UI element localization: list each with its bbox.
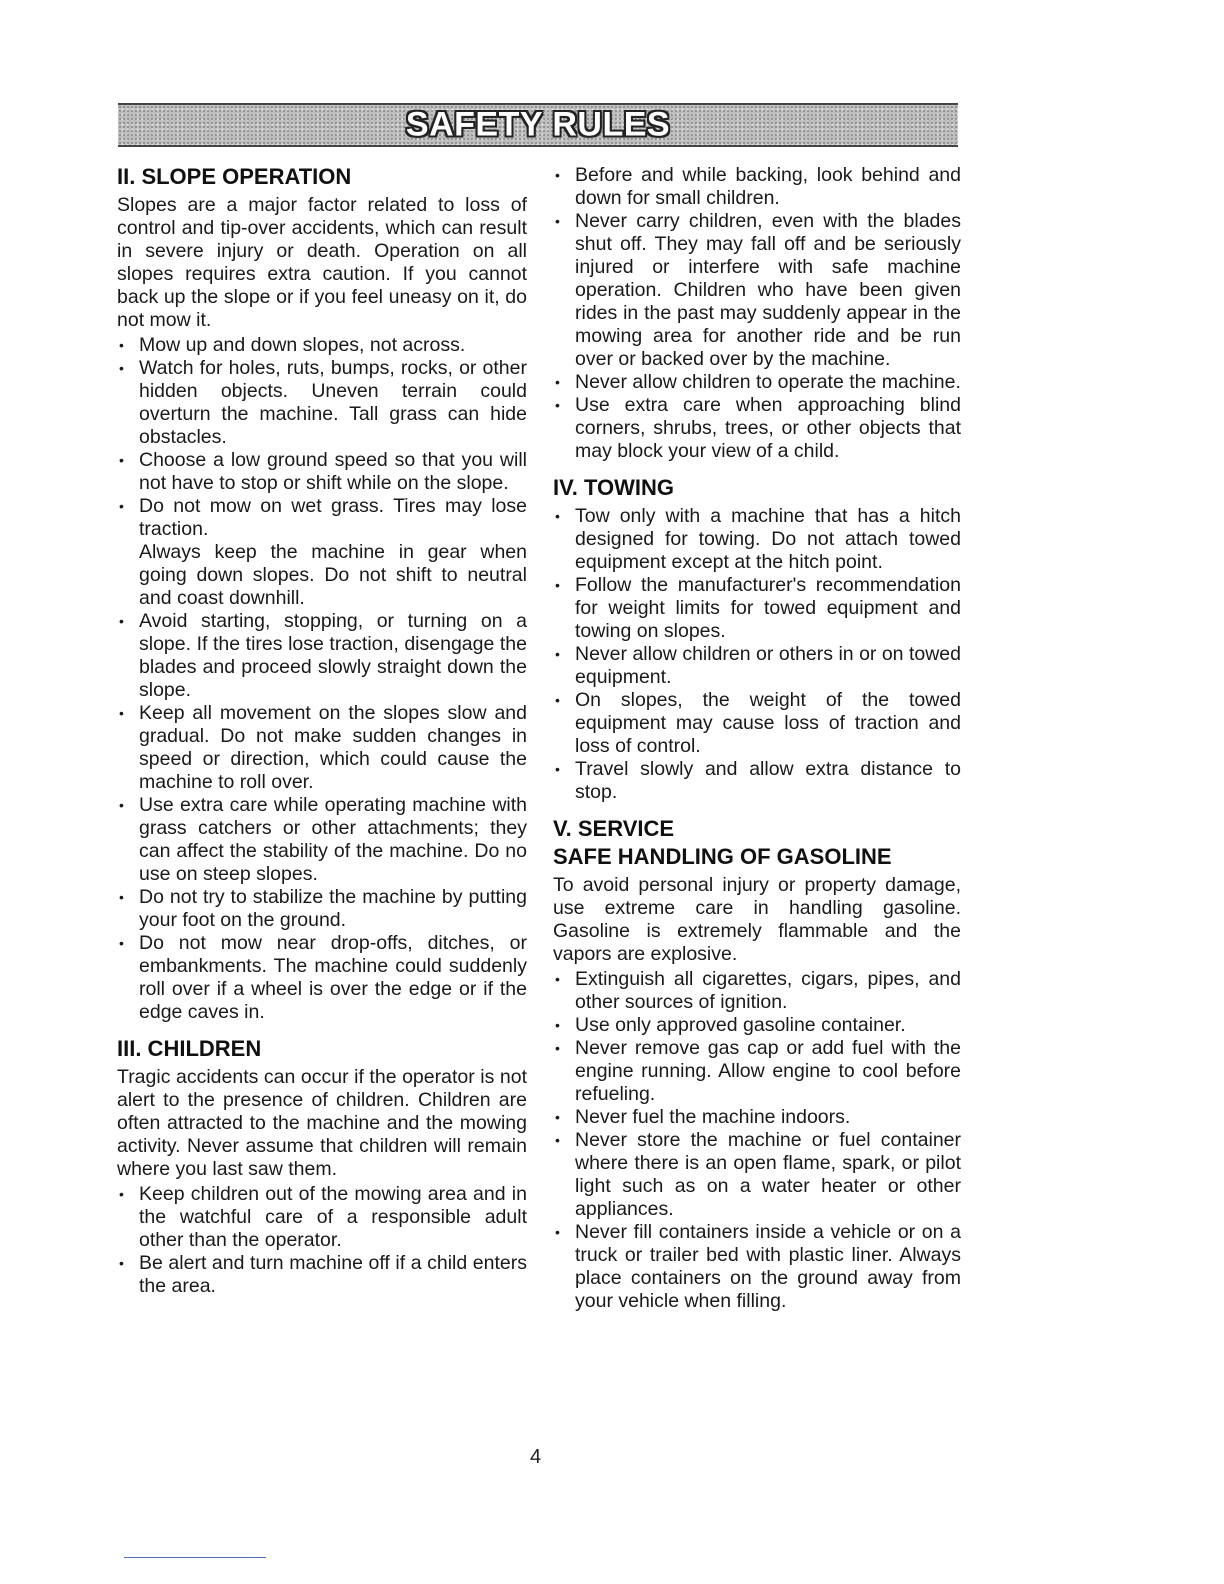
- slope-operation-intro: Slopes are a major factor related to loss of control and tip-over accidents, which can result in severe injury or death. Operation on all slopes requires extra caution. If you cannot back up the slope or if you feel uneasy on it, do not mow it.: [117, 194, 527, 331]
- list-item: • Do not mow on wet grass. Tires may lose traction.: [117, 495, 527, 541]
- list-item: • Choose a low ground speed so that you will not have to stop or shift while on the slope.: [117, 449, 527, 495]
- gasoline-list: [553, 968, 961, 1313]
- right-column: [553, 164, 961, 1313]
- list-item: • Never fuel the machine indoors.: [553, 1106, 961, 1129]
- list-item: • Tow only with a machine that has a hitch designed for towing. Do not attach towed equipment except at the hitch point.: [553, 505, 961, 574]
- children-continued-list: [553, 164, 961, 463]
- service-heading: V. SERVICE: [553, 816, 675, 841]
- list-item: • Mow up and down slopes, not across.: [117, 334, 527, 357]
- list-item: • On slopes, the weight of the towed equipment may cause loss of traction and loss of control.: [553, 689, 961, 758]
- slope-operation-section: [117, 164, 527, 1024]
- list-item: • Never allow children or others in or on towed equipment.: [553, 643, 961, 689]
- list-item: • Be alert and turn machine off if a child enters the area.: [117, 1252, 527, 1298]
- children-heading: III. CHILDREN: [117, 1036, 262, 1061]
- gasoline-handling-heading: SAFE HANDLING OF GASOLINE: [553, 844, 892, 869]
- list-item: • Never allow children to operate the machine.: [553, 371, 961, 394]
- list-item: • Keep children out of the mowing area and in the watchful care of a responsible adult other than the operator.: [117, 1183, 527, 1252]
- towing-section: [553, 475, 961, 804]
- towing-heading: IV. TOWING: [553, 475, 675, 500]
- slope-operation-list: [117, 334, 527, 1024]
- list-item: • Use extra care while operating machine with grass catchers or other attachments; they can affect the stability of the machine. Do no use on steep slopes.: [117, 794, 527, 886]
- list-item: • Follow the manufacturer's recommendation for weight limits for towed equipment and towing on slopes.: [553, 574, 961, 643]
- children-intro: Tragic accidents can occur if the operator is not alert to the presence of children. Children are often attracted to the machine and the mowing activity. Never assume that children will remain where you last saw them.: [117, 1066, 527, 1180]
- children-list: [117, 1183, 527, 1298]
- left-column: [117, 164, 527, 1298]
- footer-rule: [124, 1557, 266, 1558]
- towing-list: [553, 505, 961, 804]
- service-section: [553, 816, 961, 1313]
- children-section: [117, 1036, 527, 1298]
- list-item: Always keep the machine in gear when going down slopes. Do not shift to neutral and coast downhill.: [139, 541, 527, 609]
- list-item: • Never remove gas cap or add fuel with the engine running. Allow engine to cool before refueling.: [553, 1037, 961, 1106]
- list-item: • Do not try to stabilize the machine by putting your foot on the ground.: [117, 886, 527, 932]
- list-item: • Do not mow near drop-offs, ditches, or embankments. The machine could suddenly roll over if a wheel is over the edge or if the edge caves in.: [117, 932, 527, 1024]
- list-item: • Keep all movement on the slopes slow and gradual. Do not make sudden changes in speed or direction, which could cause the machine to roll over.: [117, 702, 527, 794]
- list-item: • Extinguish all cigarettes, cigars, pipes, and other sources of ignition.: [553, 968, 961, 1014]
- list-item: • Avoid starting, stopping, or turning on a slope. If the tires lose traction, disengage the blades and proceed slowly straight down the slope.: [117, 610, 527, 702]
- list-item: • Never fill containers inside a vehicle or on a truck or trailer bed with plastic liner. Always place containers on the ground away from your vehicle when filling.: [553, 1221, 961, 1313]
- children-continued-section: [553, 164, 961, 463]
- list-item: • Never carry children, even with the blades shut off. They may fall off and be seriously injured or interfere with safe machine operation. Children who have been given rides in the past may suddenly appear in the mowing area for another ride and be run over or backed over by the machine.: [553, 210, 961, 371]
- list-item: • Use extra care when approaching blind corners, shrubs, trees, or other objects that may block your view of a child.: [553, 394, 961, 463]
- list-item: • Never store the machine or fuel container where there is an open flame, spark, or pilot light such as on a water heater or other appliances.: [553, 1129, 961, 1221]
- page-number: 4: [530, 1446, 542, 1468]
- safety-rules-banner: [118, 103, 958, 147]
- list-item: • Watch for holes, ruts, bumps, rocks, or other hidden objects. Uneven terrain could overturn the machine. Tall grass can hide obstacles.: [117, 357, 527, 449]
- gasoline-intro: To avoid personal injury or property damage, use extreme care in handling gasoline. Gasoline is extremely flammable and the vapors are explosive.: [553, 874, 961, 965]
- slope-operation-heading: II. SLOPE OPERATION: [117, 164, 352, 189]
- list-item: • Use only approved gasoline container.: [553, 1014, 961, 1037]
- list-item: • Before and while backing, look behind and down for small children.: [553, 164, 961, 210]
- list-item: • Travel slowly and allow extra distance to stop.: [553, 758, 961, 804]
- banner-title: SAFETY RULES: [405, 105, 671, 144]
